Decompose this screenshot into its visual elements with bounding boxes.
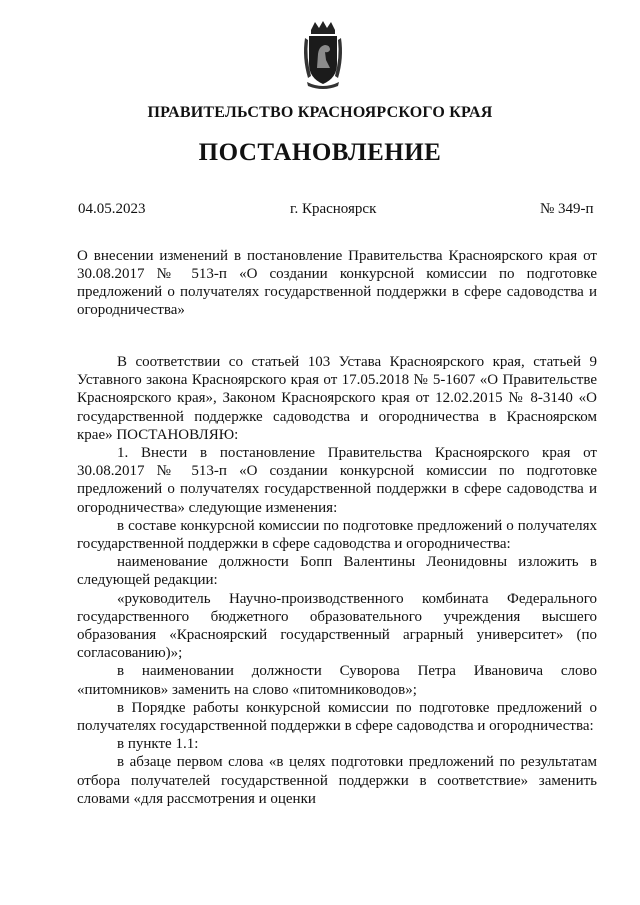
body-paragraph: в пункте 1.1: [117,736,199,753]
body-paragraph: в Порядке работы конкурсной комиссии по подготовке предложений о получателях государственной поддержки в сфере садоводства и огородничества: [77,699,597,735]
document-subject: О внесении изменений в постановление Правительства Красноярского края от 30.08.2017 № 513-п «О создании конкурсной комиссии по подготовке предложений о получателях государственной поддержки в сфере садоводства и огородничества» [77,248,597,318]
body-paragraph: В соответствии со статьей 103 Устава Красноярского края, статьей 9 Уставного закона Красноярского края от 17.05.2018 № 5-1607 «О Правительстве Красноярского края», Законом Красноярского края от 12.02.2015 № 8-3140 «О государственной поддержке садоводства и огородничества в Красноярском крае» ПОСТАНОВЛЯЮ: [77,354,597,443]
body-paragraph: в наименовании должности Суворова Петра Ивановича слово «питомников» заменить на слово «питомниководов»; [77,663,597,698]
document-number: № 349-п [540,201,594,217]
body-paragraph: в абзаце первом слова «в целях подготовки предложений по результатам отбора получателей государственной поддержки в соответствие» заменить словами «для рассмотрения и оценки [77,754,597,807]
body-paragraph: наименование должности Бопп Валентины Леонидовны изложить в следующей редакции: [77,554,597,589]
document-type-title: ПОСТАНОВЛЕНИЕ [198,139,442,166]
document-body [77,353,597,808]
body-paragraph: 1. Внести в постановление Правительства Красноярского края от 30.08.2017 № 513-п «О создании конкурсной комиссии по подготовке предложений о получателях государственной поддержки в сфере садоводства и огородничества» следующие изменения: [77,445,597,516]
body-paragraph: в составе конкурсной комиссии по подготовке предложений о получателях государственной поддержки в сфере садоводства и огородничества: [77,517,597,553]
coat-of-arms-emblem [300,20,346,90]
body-paragraph: «руководитель Научно-производственного комбината Федерального государственного бюджетного образовательного учреждения высшего образования «Красноярский государственный аграрный университет» (по согласованию)»; [77,590,597,662]
document-city: г. Красноярск [290,201,377,217]
document-date: 04.05.2023 [78,201,146,217]
government-name: ПРАВИТЕЛЬСТВО КРАСНОЯРСКОГО КРАЯ [147,104,493,121]
